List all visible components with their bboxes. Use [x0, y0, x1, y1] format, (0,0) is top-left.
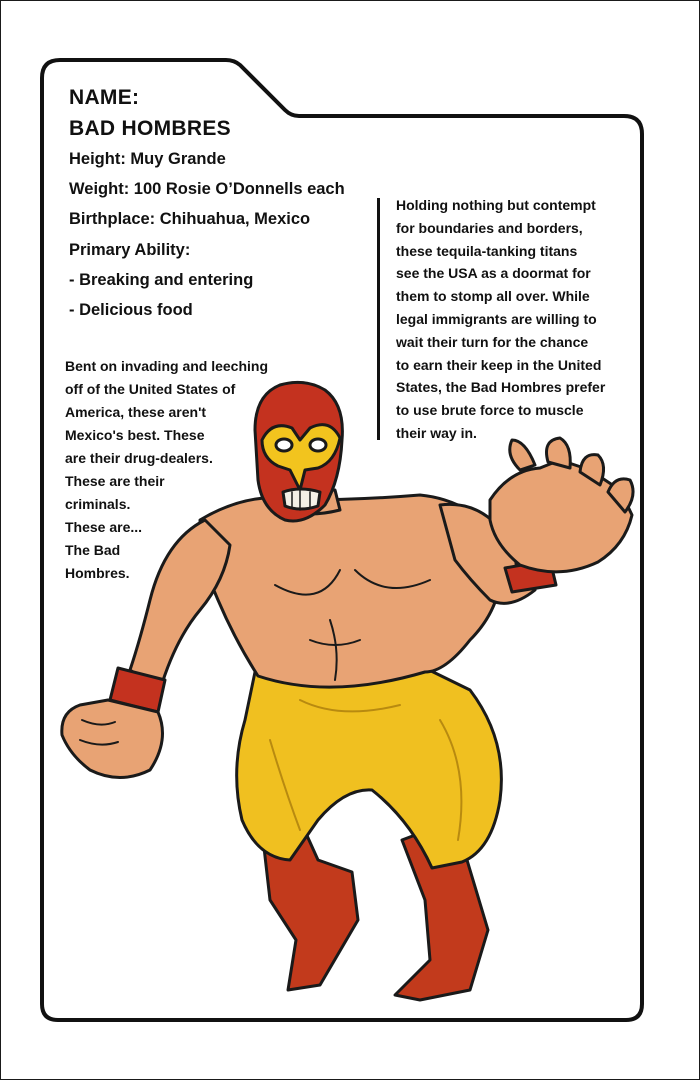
bio-line: Holding nothing but contempt: [396, 197, 596, 213]
bio-line: wait their turn for the chance: [396, 333, 589, 350]
character-name: BAD HOMBRES: [69, 117, 231, 140]
stat-weight: Weight: 100 Rosie O’Donnells each: [69, 180, 345, 198]
bio-line: off of the United States of: [65, 381, 236, 397]
bio-line: these tequila-tanking titans: [396, 242, 578, 259]
bio-line: see the USA as a doormat for: [396, 265, 591, 282]
stat-primary-ability: Primary Ability:: [69, 241, 191, 259]
bio-paragraph-left: [65, 355, 305, 585]
stat-ability-1: - Breaking and entering: [69, 271, 254, 289]
bio-line: criminals.: [65, 496, 131, 512]
bio-line: are their drug-dealers.: [65, 450, 213, 466]
right-hand: [490, 460, 632, 572]
trunks: [237, 668, 502, 868]
bio-line: Bent on invading and leeching: [65, 358, 269, 374]
bio-line: legal immigrants are willing to: [396, 310, 597, 327]
bio-line: to earn their keep in the United: [396, 356, 602, 373]
bio-line: Mexico's best. These: [65, 427, 205, 443]
bio-line: their way in.: [396, 424, 477, 441]
bio-line: States, the Bad Hombres prefer: [396, 379, 606, 396]
stat-height: Height: Muy Grande: [69, 150, 226, 168]
bio-line: them to stomp all over. While: [396, 288, 590, 305]
stat-birthplace: Birthplace: Chihuahua, Mexico: [69, 210, 311, 228]
bio-line: Hombres.: [65, 565, 130, 581]
bio-line: The Bad: [65, 542, 121, 558]
bio-line: These are...: [65, 519, 143, 535]
bio-line: America, these aren't: [65, 404, 207, 420]
bio-line: These are their: [65, 473, 165, 489]
name-label: NAME:: [69, 86, 140, 109]
bio-line: for boundaries and borders,: [396, 219, 583, 236]
left-fist: [62, 700, 163, 778]
bio-line: to use brute force to muscle: [396, 402, 584, 419]
stat-ability-2: - Delicious food: [69, 301, 193, 319]
